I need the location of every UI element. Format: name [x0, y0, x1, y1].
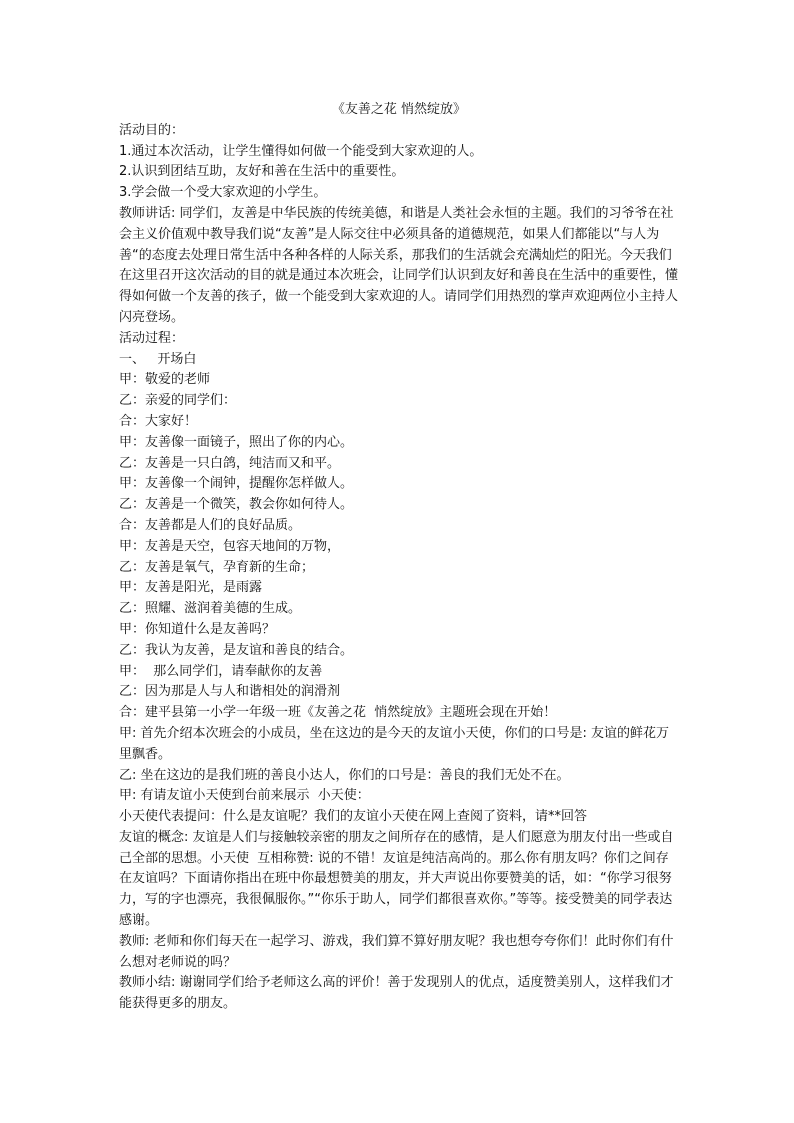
- paragraph: 甲：敬爱的老师: [119, 372, 211, 388]
- paragraph: 合：友善都是人们的良好品质。: [119, 517, 302, 533]
- paragraph: 合：建平县第一小学一年级一班《友善之花 悄然绽放》主题班会现在开始！: [119, 705, 557, 721]
- paragraph: 教师: 老师和你们每天在一起学习、游戏，我们算不算好朋友呢？我也想夸夸你们！此时你们有什么想对老师说的吗？: [119, 933, 674, 970]
- paragraph: 乙：照耀、滋润着美德的生成。: [119, 601, 302, 617]
- paragraph: 3.学会做一个受大家欢迎的小学生。: [119, 185, 327, 201]
- paragraph: 甲：友善是阳光，是雨露: [119, 580, 263, 596]
- paragraph: 1.通过本次活动，让学生懂得如何做一个能受到大家欢迎的人。: [119, 143, 483, 159]
- document-page: [119, 100, 679, 1015]
- paragraph: 活动目的：: [119, 122, 185, 138]
- paragraph: 甲：友善像一个闹钟，提醒你怎样做人。: [119, 476, 354, 492]
- paragraph: 乙：友善是氧气，孕育新的生命；: [119, 559, 315, 575]
- paragraph: 乙：亲爱的同学们：: [119, 393, 237, 409]
- paragraph: 乙：友善是一只白鸽，纯洁而又和平。: [119, 455, 341, 471]
- paragraph: 甲： 那么同学们，请奉献你的友善: [119, 663, 323, 679]
- paragraph: 2.认识到团结互助，友好和善在生活中的重要性。: [119, 164, 405, 180]
- paragraph: 一、 开场白: [119, 351, 197, 367]
- paragraph: 教师讲话: 同学们，友善是中华民族的传统美德，和谐是人类社会永恒的主题。我们的习爷爷在社会主义价值观中教导我们说“友善”是人际交往中必须具备的道德规范，如果人们都能以“与人为善“的态度去处理日常生活中各种各样的人际关系，那我们的生活就会充满灿烂的阳光。今天我们在这里召开这次活动的目的就是通过本次班会，让同学们认识到友好和善良在生活中的重要性，懂得如何做一个友善的孩子，做一个能受到大家欢迎的人。请同学们用热烈的掌声欢迎两位小主持人闪亮登场。: [119, 205, 679, 325]
- paragraph: 乙：我认为友善，是友谊和善良的结合。: [119, 642, 354, 658]
- paragraph: 小天使代表提问：什么是友谊呢？我们的友谊小天使在网上查阅了资料，请**回答: [119, 809, 588, 825]
- paragraph: 甲: 有请友谊小天使到台前来展示 小天使：: [119, 788, 370, 804]
- paragraph: 合：大家好！: [119, 413, 198, 429]
- paragraph: 活动过程：: [119, 330, 185, 346]
- paragraph: 友谊的概念: 友谊是人们与接触较亲密的朋友之间所存在的感情，是人们愿意为朋友付出一些或自己全部的思想。小天使 互相称赞: 说的不错！友谊是纯洁高尚的。那么你有朋友吗？你们之间存在友谊吗？下面请你指出在班中你最想赞美的朋友，并大声说出你要赞美的话，如：“你学习很努力，写的字也漂亮，我很佩服你。”“你乐于助人，同学们都很喜欢你。”等等。接受赞美的同学表达感谢。: [119, 829, 674, 929]
- paragraph: 乙：因为那是人与人和谐相处的润滑剂: [119, 684, 341, 700]
- paragraph: 甲：友善是天空，包容天地间的万物，: [119, 538, 341, 554]
- paragraph: 甲：友善像一面镜子，照出了你的内心。: [119, 434, 354, 450]
- paragraph: 教师小结: 谢谢同学们给予老师这么高的评价！善于发现别人的优点，适度赞美别人，这样我们才能获得更多的朋友。: [119, 975, 674, 1012]
- paragraph: 甲: 首先介绍本次班会的小成员，坐在这边的是今天的友谊小天使，你们的口号是: 友谊的鲜花万里飘香。: [119, 725, 670, 762]
- paragraph: 甲：你知道什么是友善吗？: [119, 621, 276, 637]
- paragraph: 乙：友善是一个微笑，教会你如何待人。: [119, 497, 354, 513]
- document-title: 《友善之花 悄然绽放》: [331, 102, 467, 117]
- paragraph: 乙: 坐在这边的是我们班的善良小达人，你们的口号是：善良的我们无处不在。: [119, 767, 570, 783]
